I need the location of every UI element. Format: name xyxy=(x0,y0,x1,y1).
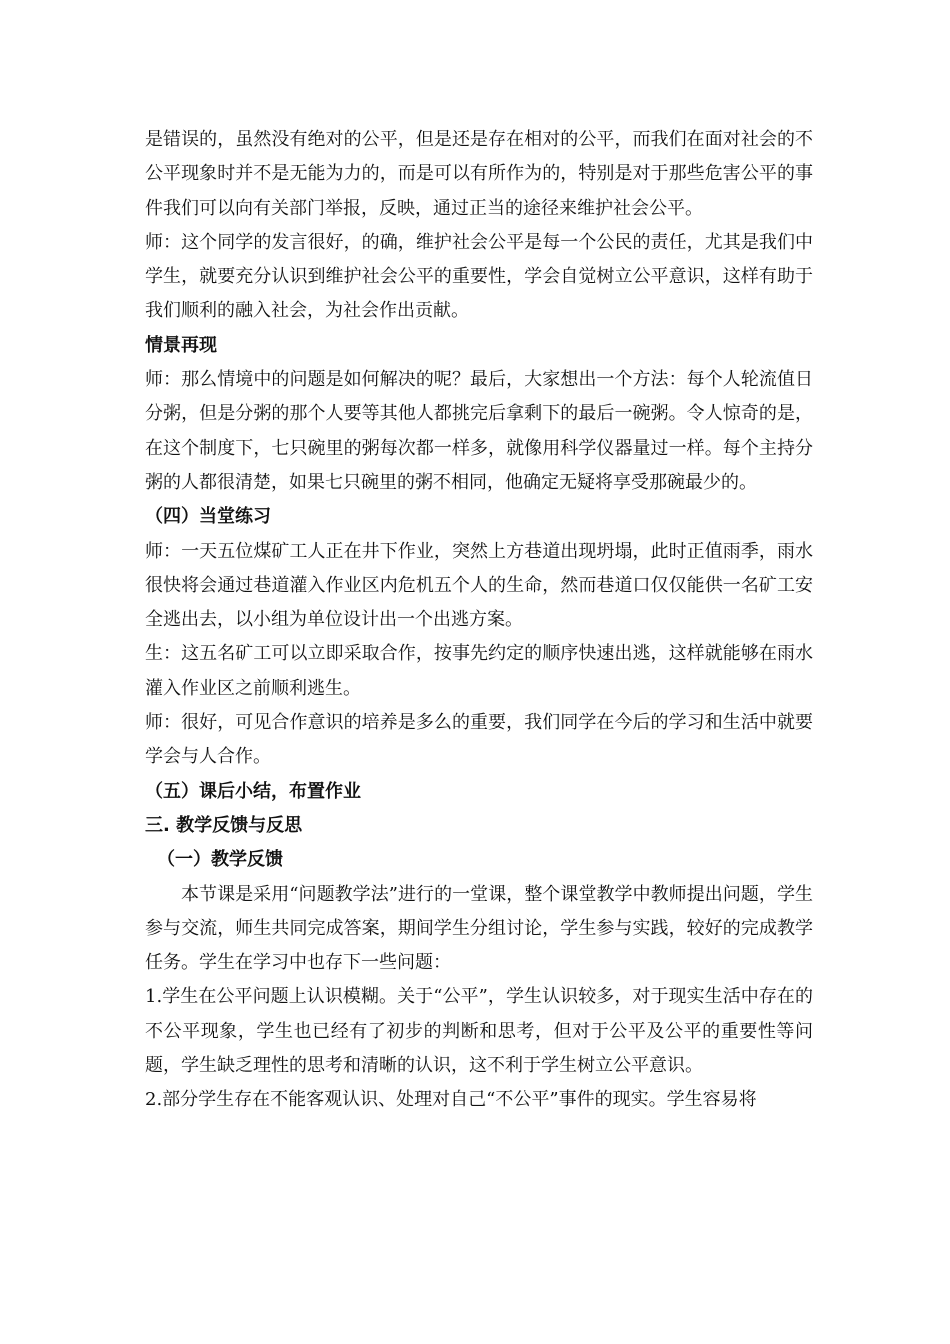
teacher-comment-paragraph: 师：这个同学的发言很好，的确，维护社会公平是每一个公民的责任，尤其是我们中学生，就要充分认识到维护社会公平的重要性，学会自觉树立公平意识，这样有助于我们顺利的融入社会，为社会作出贡献。 xyxy=(145,231,813,322)
paragraph-continuation: 是错误的，虽然没有绝对的公平，但是还是存在相对的公平，而我们在面对社会的不公平现象时并不是无能为力的，而是可以有所作为的，特别是对于那些危害公平的事件我们可以向有关部门举报，反映，通过正当的途径来维护社会公平。 xyxy=(145,129,813,219)
document-body xyxy=(145,123,813,1118)
practice-question-paragraph: 师：一天五位煤矿工人正在井下作业，突然上方巷道出现坍塌，此时正值雨季，雨水很快将会通过巷道灌入作业区内危机五个人的生命，然而巷道口仅仅能供一名矿工安全逃出去，以小组为单位设计出一个出逃方案。 xyxy=(145,540,813,631)
teacher-summary-paragraph: 师：很好，可见合作意识的培养是多么的重要，我们同学在今后的学习和生活中就要学会与人合作。 xyxy=(145,712,813,768)
section-heading-feedback-reflection: 三. 教学反馈与反思 xyxy=(145,814,303,836)
section-heading-scenario: 情景再现 xyxy=(145,334,217,356)
section-heading-practice: （四）当堂练习 xyxy=(145,506,271,528)
section-heading-summary: （五）课后小结，布置作业 xyxy=(145,780,361,802)
feedback-item-2: 2.部分学生存在不能客观认识、处理对自己“不公平”事件的现实。学生容易将 xyxy=(145,1089,757,1111)
student-answer-paragraph: 生：这五名矿工可以立即采取合作，按事先约定的顺序快速出逃，这样就能够在雨水灌入作业区之前顺利逃生。 xyxy=(145,643,813,699)
feedback-item-1: 1.学生在公平问题上认识模糊。关于“公平”，学生认识较多，对于现实生活中存在的不公平现象，学生也已经有了初步的判断和思考，但对于公平及公平的重要性等问题，学生缺乏理性的思考和清晰的认识，这不利于学生树立公平意识。 xyxy=(145,986,813,1077)
subsection-heading-feedback: （一）教学反馈 xyxy=(157,849,283,871)
feedback-paragraph: 本节课是采用“问题教学法”进行的一堂课，整个课堂教学中教师提出问题，学生参与交流，师生共同完成答案，期间学生分组讨论，学生参与实践，较好的完成教学任务。学生在学习中也存下一些问题： xyxy=(145,883,813,974)
scenario-paragraph: 师：那么情境中的问题是如何解决的呢？最后，大家想出一个方法：每个人轮流值日分粥，但是分粥的那个人要等其他人都挑完后拿剩下的最后一碗粥。令人惊奇的是，在这个制度下，七只碗里的粥每次都一样多，就像用科学仪器量过一样。每个主持分粥的人都很清楚，如果七只碗里的粥不相同，他确定无疑将享受那碗最少的。 xyxy=(145,369,813,493)
